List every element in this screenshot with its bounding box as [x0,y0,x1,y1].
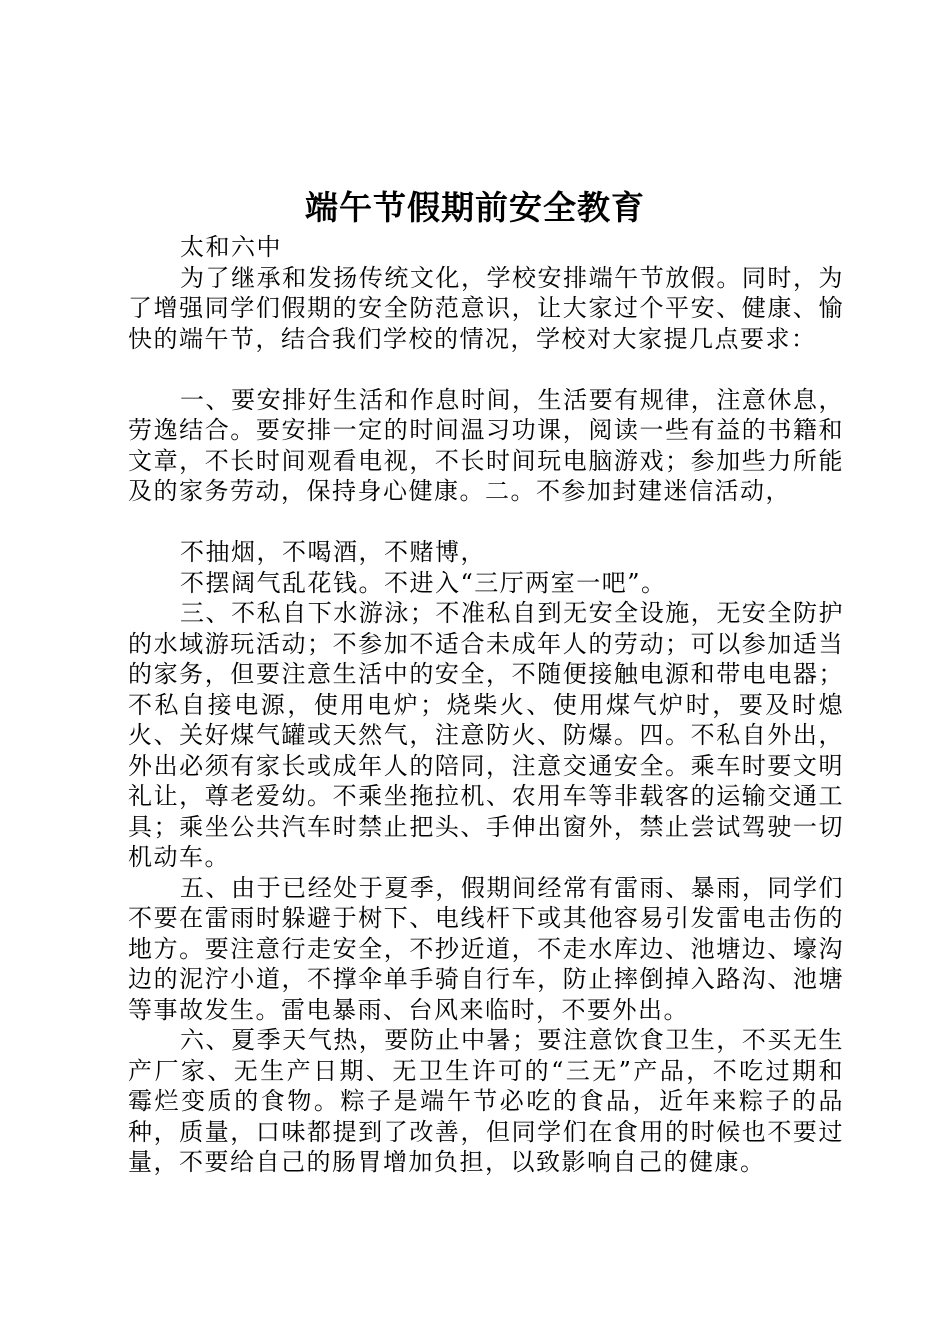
paragraph-rule-six: 六、夏季天气热，要防止中暑；要注意饮食卫生，不买无生产厂家、无生产日期、无卫生许可的“三无”产品，不吃过期和霉烂变质的食物。粽子是端午节必吃的食品，近年来粽子的品种，质量，口味都提到了改善，但同学们在食用的时候也不要过量，不要给自己的肠胃增加负担，以致影响自己的健康。 [128,1026,844,1176]
paragraph-rule-one: 一、要安排好生活和作息时间，生活要有规律，注意休息，劳逸结合。要安排一定的时间温习功课，阅读一些有益的书籍和文章，不长时间观看电视，不长时间玩电脑游戏；参加些力所能及的家务劳动，保持身心健康。二。不参加封建迷信活动， [128,385,844,505]
document-title: 端午节假期前安全教育 [305,188,645,227]
paragraph-rule-five: 五、由于已经处于夏季，假期间经常有雷雨、暴雨，同学们不要在雷雨时躲避于树下、电线杆下或其他容易引发雷电击伤的地方。要注意行走安全，不抄近道，不走水库边、池塘边、壕沟边的泥泞小道，不撑伞单手骑自行车，防止摔倒掉入路沟、池塘等事故发生。雷电暴雨、台风来临时，不要外出。 [128,873,844,1024]
paragraph-no-spending: 不摆阔气乱花钱。不进入“三厅两室一吧”。 [180,568,667,597]
paragraph-no-smoking: 不抽烟，不喝酒，不赌博， [180,538,486,566]
paragraph-rule-three: 三、不私自下水游泳；不准私自到无安全设施，无安全防护的水域游玩活动；不参加不适合未成年人的劳动；可以参加适当的家务，但要注意生活中的安全，不随便接触电源和带电电器；不私自接电源，使用电炉；烧柴火、使用煤气炉时，要及时熄火、关好煤气罐或天然气，注意防火、防爆。四。不私自外出，外出必须有家长或成年人的陪同，注意交通安全。乘车时要文明礼让，尊老爱幼。不乘坐拖拉机、农用车等非载客的运输交通工具；乘坐公共汽车时禁止把头、手伸出窗外，禁止尝试驾驶一切机动车。 [128,599,844,871]
school-name: 太和六中 [180,233,282,261]
paragraph-intro: 为了继承和发扬传统文化，学校安排端午节放假。同时，为了增强同学们假期的安全防范意识，让大家过个平安、健康、愉快的端午节，结合我们学校的情况，学校对大家提几点要求： [128,263,844,353]
document-body [128,232,844,1178]
